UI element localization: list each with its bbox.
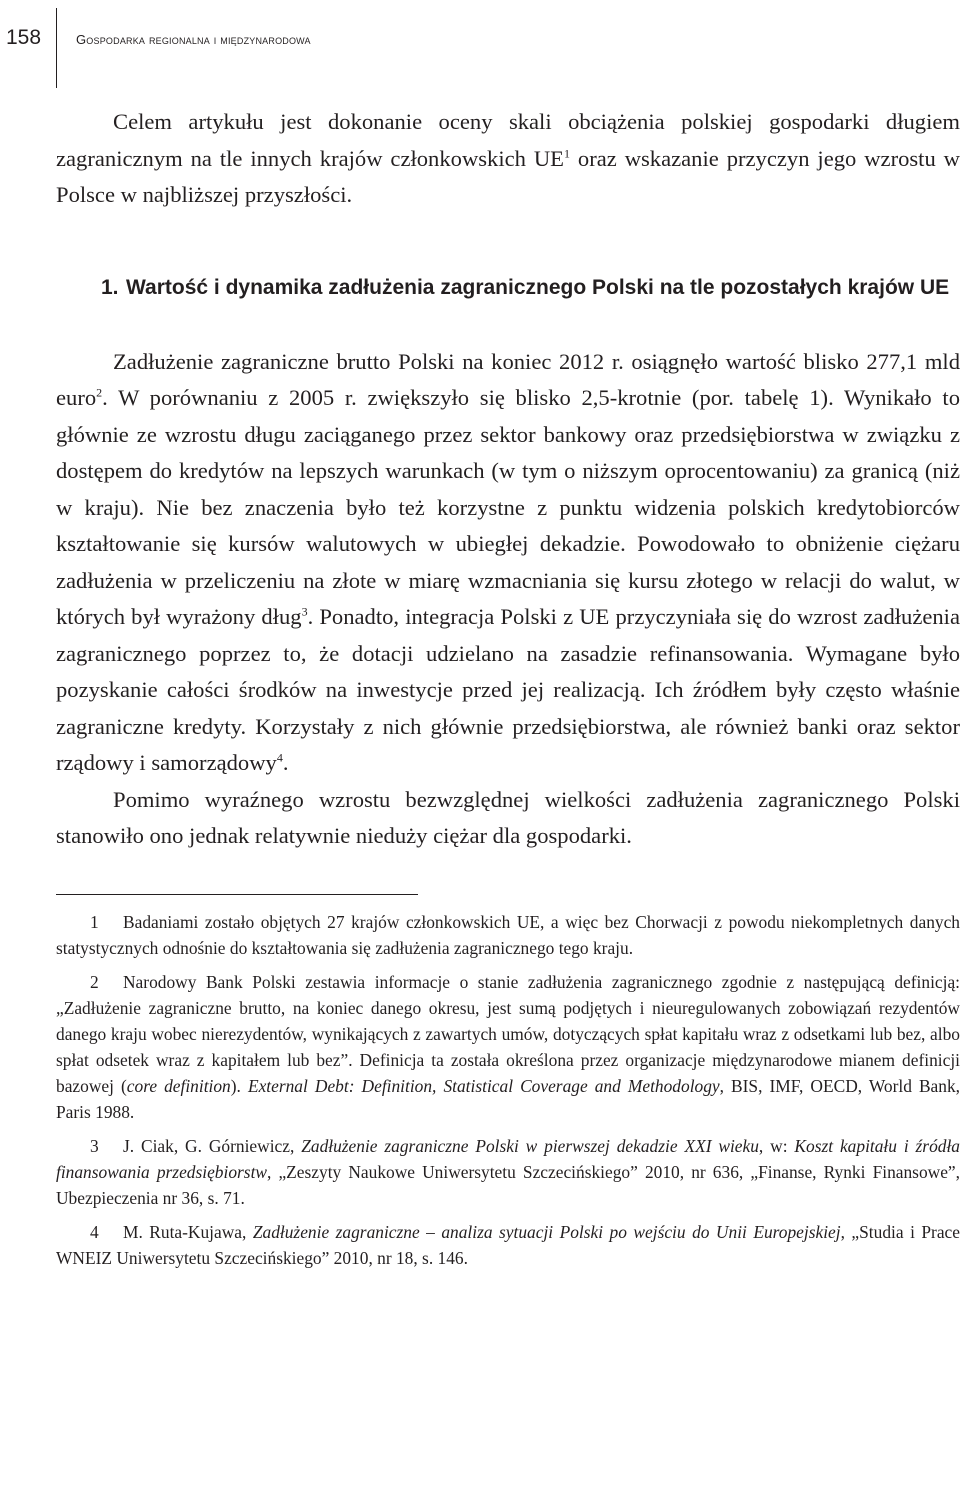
intro-text-b: oraz wskazanie przyczyn jego wzrostu w Polsce w najbliższej przyszłości. xyxy=(56,145,960,207)
section-heading xyxy=(101,270,960,305)
footnote-2 xyxy=(56,969,960,1125)
intro-text-a: Celem artykułu jest dokonanie oceny skali obciążenia polskiej gospodarki długiem zagranicznym na tle innych krajów członkowskich UE xyxy=(56,109,960,171)
footnote-ref-1[interactable]: 1 xyxy=(563,145,570,160)
body-text-c: . Ponadto, integracja Polski z UE przyczyniała się do wzrost zadłużenia zagranicznego poprzez to, że dotacji udzielano na zasadzie refinansowania. Wymagane było pozyskanie całości środków na inwestycje przed jej realizacją. Ich źródłem były często właśnie zagraniczne kredyty. Korzystały z nich głównie przedsiębiorstwa, ale również banki oraz sektor rządowy i samorządowy xyxy=(56,604,960,775)
footnote-text: J. Ciak, G. Górniewicz, xyxy=(123,1135,302,1156)
footnote-italic: Koszt kapitału i źródła finansowania przedsiębiorstw xyxy=(56,1135,960,1182)
footnote-text: Narodowy Bank Polski zestawia informacje o stanie zadłużenia zagranicznego zgodnie z następującą definicją: „Zadłużenie zagraniczne brutto, na koniec danego okresu, jest sumą podjętych i nieuregulowanych zobowiązań rezydentów danego kraju wobec nierezydentów, wynikających z zawartych umów, dotyczących spłat kapitału wraz z odsetkami lub bez, albo spłat odsetek wraz z kapitałem lub bez”. Definicja ta została określona przez organizacje międzynarodowe mianem definicji bazowej ( xyxy=(56,971,960,1096)
body-paragraph-1 xyxy=(56,344,960,782)
footnote-text: , w: xyxy=(758,1135,795,1156)
footnote-text: ). xyxy=(230,1075,248,1096)
section-title: Wartość i dynamika zadłużenia zagranicznego Polski na tle pozostałych krajów UE xyxy=(126,275,950,299)
footnote-italic: External Debt: Definition, Statistical Coverage and Methodology xyxy=(247,1075,720,1096)
footnote-number: 2 xyxy=(90,971,99,992)
footnote-text: , BIS, IMF, OECD, World Bank, Paris 1988. xyxy=(56,1075,960,1122)
footnote-text: , „Studia i Prace WNEIZ Uniwersytetu Szczecińskiego” 2010, nr 18, s. 146. xyxy=(56,1221,960,1268)
footnote-text: Badaniami zostało objętych 27 krajów członkowskich UE, a więc bez Chorwacji z powodu niekompletnych danych statystycznych odnośnie do kształtowania się zadłużenia zagranicznego tego kraju. xyxy=(56,911,960,958)
section-number: 1. xyxy=(101,275,119,299)
intro-paragraph xyxy=(56,104,960,214)
footnote-number: 1 xyxy=(90,911,99,932)
footnote-divider xyxy=(56,894,418,895)
footnote-1 xyxy=(56,909,960,961)
footnote-italic: Zadłużenie zagraniczne – analiza sytuacji Polski po wejściu do Unii Europejskiej xyxy=(252,1221,841,1242)
page-content xyxy=(56,104,960,1279)
running-head: Gospodarka regionalna i międzynarodowa xyxy=(76,32,311,47)
footnote-italic: Zadłużenie zagraniczne Polski w pierwszej dekadzie XXI wieku xyxy=(301,1135,759,1156)
footnote-3 xyxy=(56,1133,960,1211)
footnote-number: 4 xyxy=(90,1221,99,1242)
page-number: 158 xyxy=(6,26,42,49)
footnote-text: M. Ruta-Kujawa, xyxy=(123,1221,253,1242)
footnote-ref-2[interactable]: 2 xyxy=(96,385,103,400)
footnote-text: , „Zeszyty Naukowe Uniwersytetu Szczecińskiego” 2010, nr 636, „Finanse, Rynki Finansowe”, Ubezpieczenia nr 36, s. 71. xyxy=(56,1161,960,1208)
footnote-number: 3 xyxy=(90,1135,99,1156)
footnotes xyxy=(56,909,960,1271)
body-text-b: . W porównaniu z 2005 r. zwiększyło się blisko 2,5-krotnie (por. tabelę 1). Wynikało to głównie ze wzrostu długu zaciąganego przez sektor bankowy oraz przedsiębiorstwa w związku z dostępem do kredytów na lepszych warunkach (w tym o niższym oprocentowaniu) za granicą (niż w kraju). Nie bez znaczenia było też korzystne z punktu widzenia polskich kredytobiorców kształtowanie się kursów walutowych w ubiegłej dekadzie. Powodowało to obniżenie ciężaru zadłużenia w przeliczeniu na złote w miarę wzmacniania się kursu złotego w relacji do walut, w których był wyrażony dług xyxy=(56,385,960,629)
footnote-ref-4[interactable]: 4 xyxy=(276,750,283,765)
footnote-italic: core definition xyxy=(126,1075,231,1096)
footnote-ref-3[interactable]: 3 xyxy=(301,604,308,619)
header-divider xyxy=(56,8,57,88)
body-text-a: Zadłużenie zagraniczne brutto Polski na koniec 2012 r. osiągnęło wartość blisko 277,1 mld euro xyxy=(56,348,960,410)
body-paragraph-2: Pomimo wyraźnego wzrostu bezwzględnej wielkości zadłużenia zagranicznego Polski stanowiło ono jednak relatywnie nieduży ciężar dla gospodarki. xyxy=(56,786,960,848)
footnote-4 xyxy=(56,1219,960,1271)
body-text-d: . xyxy=(282,750,289,775)
